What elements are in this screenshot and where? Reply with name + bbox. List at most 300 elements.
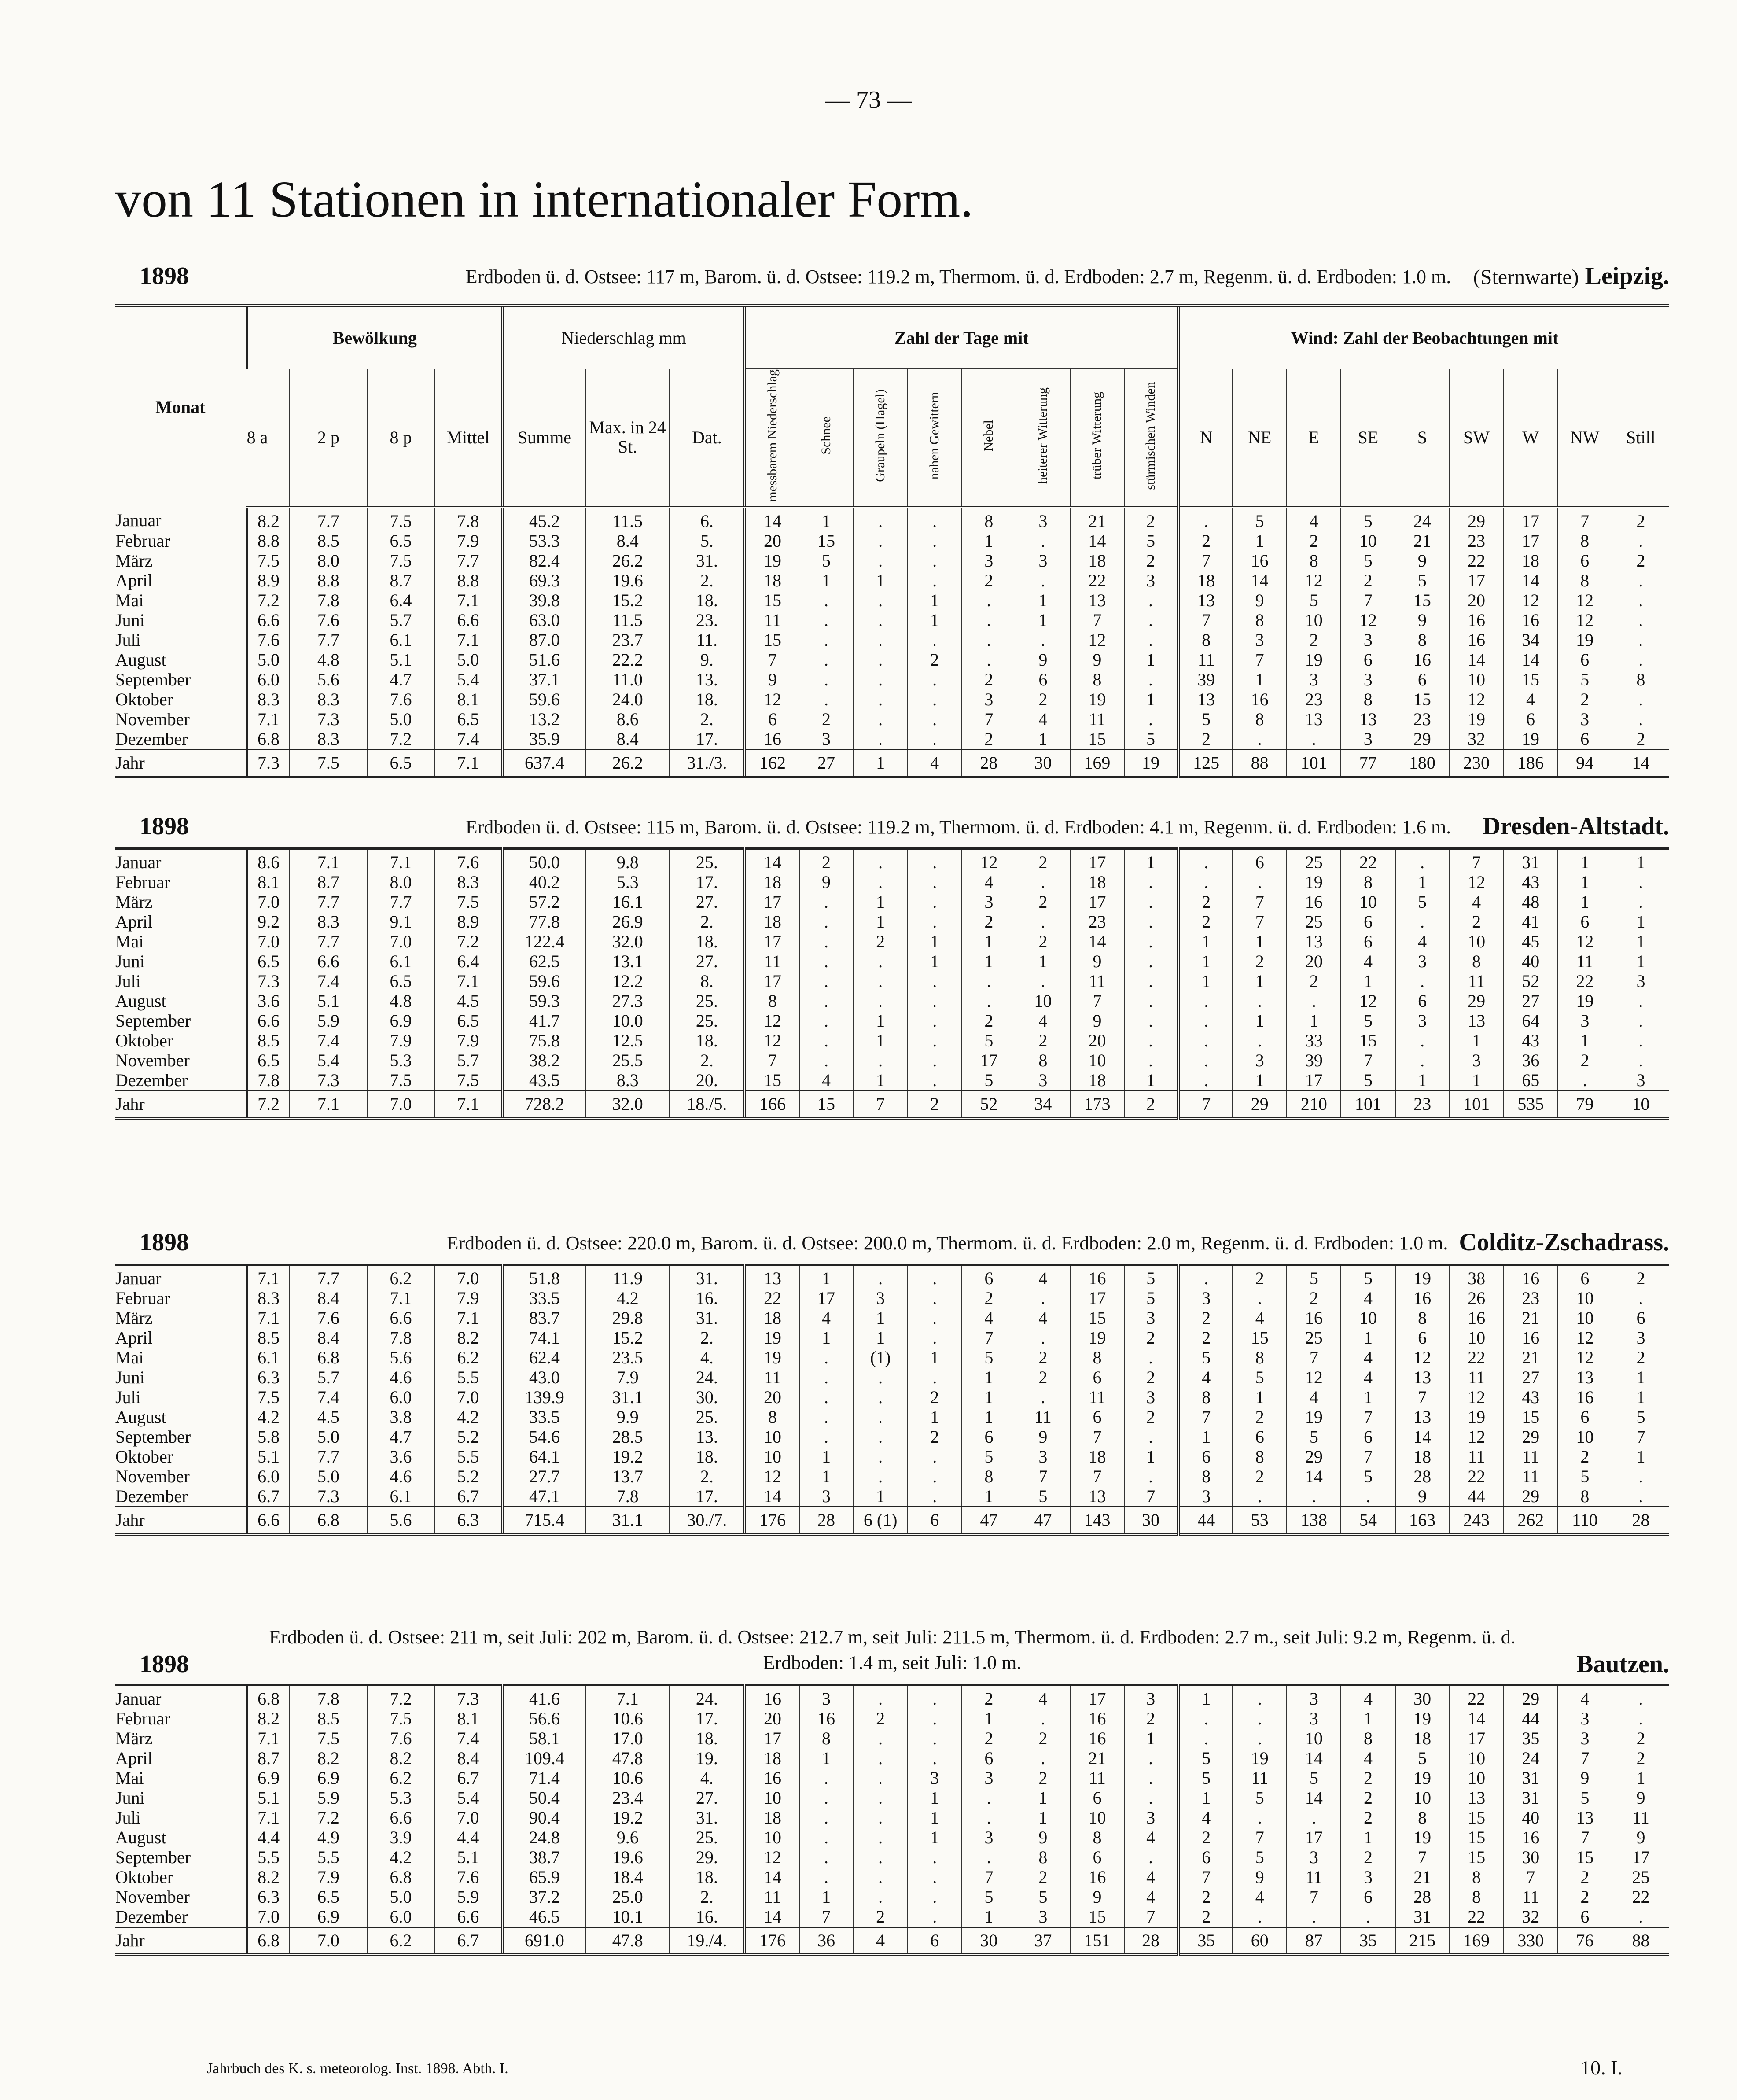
table-cell: 8.3 [585, 1070, 670, 1091]
table-row [115, 1808, 1669, 1827]
table-cell: 8 [1395, 1808, 1450, 1827]
table-cell: 1 [1124, 689, 1178, 709]
table-cell: 15.2 [585, 1328, 670, 1348]
table-cell: . [799, 1847, 854, 1867]
table-cell: 7 [1070, 1466, 1124, 1486]
table-cell: 9 [1558, 1768, 1612, 1788]
table-cell: 1 [908, 1827, 962, 1847]
table-cell: 26 [1450, 1288, 1504, 1308]
table-cell: 5.8 [247, 1427, 290, 1447]
table-cell: 9.6 [585, 1827, 670, 1847]
table-cell: 31.1 [585, 1387, 670, 1407]
station-year: 1898 [140, 1229, 189, 1256]
table-cell: 6.3 [434, 1507, 503, 1535]
table-cell: 29 [1504, 1486, 1558, 1507]
table-cell: 33.5 [503, 1407, 585, 1427]
table-cell: 3 [1178, 1486, 1233, 1507]
table-cell: 16 [745, 1685, 799, 1709]
table-cell: 6.9 [367, 1011, 434, 1031]
table-cell: 6. [670, 507, 745, 531]
table-cell: . [799, 951, 854, 971]
table-cell: 7.7 [289, 507, 367, 531]
table-row [115, 1288, 1669, 1308]
table-cell: 8.2 [247, 1709, 290, 1728]
table-cell: 1 [799, 1328, 854, 1348]
table-cell: 4 [1341, 951, 1395, 971]
table-cell: 1 [908, 1407, 962, 1427]
table-row [115, 912, 1669, 932]
table-cell: 8.4 [290, 1328, 368, 1348]
table-row [115, 1728, 1669, 1748]
table-cell: 230 [1449, 749, 1503, 777]
table-cell: 4.4 [247, 1827, 290, 1847]
table-cell: 6.2 [434, 1348, 503, 1367]
table-cell: 15 [1558, 1847, 1612, 1867]
table-cell: 8 [1395, 630, 1449, 650]
table-cell: 6.8 [290, 1348, 368, 1367]
table-cell: 47.1 [503, 1486, 585, 1507]
table-cell: . [854, 1050, 908, 1070]
table-cell: 4.6 [367, 1466, 434, 1486]
station-title: Bautzen. [1577, 1651, 1669, 1678]
table-cell: 4 [1558, 1685, 1612, 1709]
table-cell: 77 [1341, 749, 1395, 777]
table-cell: . [799, 991, 854, 1011]
table-cell: 13 [1287, 709, 1341, 729]
table-cell: 9 [745, 670, 799, 689]
table-cell: 37 [1016, 1927, 1070, 1955]
table-cell: 3 [962, 1827, 1016, 1847]
month-label: Januar [115, 1685, 247, 1709]
table-cell: . [1124, 1748, 1178, 1768]
table-cell: . [854, 1808, 908, 1827]
table-cell: 7.8 [247, 1070, 290, 1091]
table-cell: 17 [1070, 849, 1124, 873]
table-cell: 2 [1016, 1348, 1070, 1367]
table-cell: 2 [1178, 1907, 1233, 1927]
table-cell: . [854, 991, 908, 1011]
table-cell: 59.3 [503, 991, 585, 1011]
table-cell: 23.5 [585, 1348, 670, 1367]
table-cell: . [908, 630, 962, 650]
table-cell: 8 [1178, 630, 1233, 650]
table-cell: 8.7 [290, 872, 368, 892]
table-cell: 47.8 [585, 1748, 670, 1768]
table-cell: 1 [1124, 1728, 1178, 1748]
table-cell: 7.9 [434, 1031, 503, 1050]
table-row [115, 1788, 1669, 1808]
table-cell: 24 [1504, 1748, 1558, 1768]
table-cell: 1 [908, 951, 962, 971]
table-cell: . [908, 729, 962, 750]
table-cell: . [1233, 1907, 1287, 1927]
table-cell: 10 [1558, 1288, 1612, 1308]
table-cell: 12 [745, 1011, 799, 1031]
table-cell: 19 [1449, 709, 1503, 729]
table-cell: 8.4 [585, 531, 670, 551]
month-label: Mai [115, 1768, 144, 1788]
table-cell: . [1612, 709, 1669, 729]
table-cell: 7 [1341, 1447, 1395, 1466]
month-label: März [115, 1728, 153, 1748]
col-gewitter: nahen Gewittern [927, 391, 942, 479]
table-cell: 8.8 [289, 571, 367, 590]
table-cell: 3 [1287, 1847, 1341, 1867]
table-cell: . [1233, 1709, 1287, 1728]
table-row [115, 551, 1669, 571]
table-cell: 5 [1178, 709, 1233, 729]
table-cell: 1 [1558, 872, 1612, 892]
table-cell: 6 [908, 1507, 962, 1535]
table-cell: 11 [1558, 951, 1612, 971]
table-cell: 53 [1233, 1507, 1287, 1535]
table-row [115, 1748, 1669, 1768]
table-cell: . [1124, 991, 1178, 1011]
table-cell: 1 [1124, 849, 1178, 873]
station-year: 1898 [140, 1651, 189, 1678]
table-cell: 29 [1504, 1427, 1558, 1447]
table-cell: . [854, 1867, 908, 1887]
table-cell: 30 [962, 1927, 1016, 1955]
table-cell: 7.1 [290, 1091, 368, 1119]
table-cell: . [1233, 1288, 1287, 1308]
table-cell: 9 [1612, 1827, 1669, 1847]
table-row [115, 971, 1669, 991]
table-cell: 3.6 [247, 991, 290, 1011]
table-row [115, 849, 1669, 873]
table-cell: 18. [670, 590, 745, 610]
table-cell: . [1178, 872, 1233, 892]
table-cell: 18.4 [585, 1867, 670, 1887]
table-row [115, 1447, 1669, 1466]
table-cell: 3 [1341, 630, 1395, 650]
table-cell: 1 [854, 912, 908, 932]
table-cell: 5 [1233, 1367, 1287, 1387]
table-cell: 10 [1558, 1427, 1612, 1447]
table-cell: 12 [1558, 610, 1612, 630]
table-cell: 18 [1070, 551, 1124, 571]
table-cell: 23 [1395, 1091, 1450, 1119]
table-cell: 21 [1395, 1867, 1450, 1887]
table-cell: 2 [1178, 1308, 1233, 1328]
table-cell: 25. [670, 1011, 745, 1031]
table-cell: 7.3 [290, 1070, 368, 1091]
table-cell: 7 [1124, 1907, 1178, 1927]
station-location: Erdboden ü. d. Ostsee: 220.0 m, Barom. ü. d. Ostsee: 200.0 m, Thermom. ü. d. Erdboden: 2.0 m, Regenm. ü. d. Erdboden: 1.0 m. [446, 1232, 1448, 1254]
table-cell: 7.9 [585, 1367, 670, 1387]
table-cell: 5 [1233, 1788, 1287, 1808]
table-cell: 7.9 [290, 1867, 368, 1887]
page-title: von 11 Stationen in internationaler Form. [115, 170, 973, 228]
col-niederschlag: Niederschlag mm [503, 306, 745, 369]
month-label: Februar [115, 872, 170, 892]
table-cell: . [854, 1827, 908, 1847]
table-cell: 19./4. [670, 1927, 745, 1955]
table-cell: 7 [1070, 991, 1124, 1011]
table-cell: . [908, 1265, 962, 1289]
table-cell: 7.1 [247, 1728, 290, 1748]
table-cell: 11 [1612, 1808, 1669, 1827]
table-cell: 5 [1341, 1070, 1395, 1091]
table-cell: 1 [1341, 1328, 1395, 1348]
table-cell: . [799, 1348, 854, 1367]
table-cell: 3 [1124, 1685, 1178, 1709]
table-cell: 76 [1558, 1927, 1612, 1955]
table-cell: 15 [1070, 1308, 1124, 1328]
table-cell: 2 [1178, 729, 1233, 750]
table-cell: 12 [1287, 571, 1341, 590]
table-cell: . [854, 507, 908, 531]
table-cell: 8.2 [247, 1867, 290, 1887]
table-cell: . [1178, 1050, 1233, 1070]
table-cell: 1 [962, 1709, 1016, 1728]
table-row [115, 1466, 1669, 1486]
table-row [115, 1768, 1669, 1788]
table-cell: 9 [1070, 951, 1124, 971]
table-cell: . [1287, 1486, 1341, 1507]
table-cell: 2 [1016, 892, 1070, 912]
table-cell: 2 [1233, 1407, 1287, 1427]
table-cell: 17 [1450, 1728, 1504, 1748]
table-cell: 7.1 [367, 1288, 434, 1308]
table-cell: 2 [908, 1387, 962, 1407]
table-cell: . [854, 670, 908, 689]
table-cell: 51.8 [503, 1265, 585, 1289]
table-cell: 10 [745, 1427, 799, 1447]
table-cell: . [908, 1466, 962, 1486]
table-cell: 1 [1612, 912, 1669, 932]
table-cell: 27. [670, 1788, 745, 1808]
table-cell: 17 [745, 932, 799, 951]
table-row [115, 1308, 1669, 1328]
table-cell: 8.1 [434, 1709, 503, 1728]
table-cell: . [1395, 1031, 1450, 1050]
table-cell: 30 [1016, 749, 1070, 777]
table-cell: 5 [1558, 1788, 1612, 1808]
table-cell: 2 [962, 1685, 1016, 1709]
table-cell: . [799, 971, 854, 991]
table-cell: 5 [962, 1447, 1016, 1466]
table-cell: 5.9 [290, 1011, 368, 1031]
table-cell: 7 [1287, 1887, 1341, 1907]
table-cell: 1 [1612, 1387, 1669, 1407]
table-cell: 1 [1558, 849, 1612, 873]
table-cell: 14 [1450, 1709, 1504, 1728]
table-cell: 2 [1612, 551, 1669, 571]
table-cell: . [908, 507, 962, 531]
col-messbar: messbarem Niederschlag [765, 369, 780, 502]
station-name [1577, 1650, 1669, 1678]
table-cell: 12 [1558, 932, 1612, 951]
table-cell: 36 [1504, 1050, 1558, 1070]
table-cell: . [1016, 531, 1070, 551]
table-cell: 22 [1341, 849, 1395, 873]
table-cell: 31 [1504, 1788, 1558, 1808]
table-cell: 8 [745, 1407, 799, 1427]
table-cell: 43.0 [503, 1367, 585, 1387]
table-cell: 10 [1395, 1788, 1450, 1808]
table-cell: 8 [1233, 1348, 1287, 1367]
table-cell: . [1124, 590, 1178, 610]
table-cell: 5.6 [289, 670, 367, 689]
climate-table-bautzen [115, 1684, 1669, 1956]
table-cell: 16 [1070, 1728, 1124, 1748]
table-cell: 8 [1612, 670, 1669, 689]
table-row [115, 991, 1669, 1011]
table-cell: . [854, 729, 908, 750]
table-cell: 24 [1395, 507, 1449, 531]
table-cell: 39 [1287, 1050, 1341, 1070]
table-cell: 3 [799, 1486, 854, 1507]
table-cell: 11.9 [585, 1265, 670, 1289]
table-cell: 8 [1233, 1447, 1287, 1466]
table-cell: 2 [799, 709, 853, 729]
table-row [115, 531, 1669, 551]
month-label: Oktober [115, 689, 173, 709]
table-cell: . [1233, 1808, 1287, 1827]
table-cell: 6 [1558, 912, 1612, 932]
table-cell: 31. [670, 551, 745, 571]
table-cell: 4.9 [290, 1827, 368, 1847]
table-cell: 6.6 [434, 610, 503, 630]
table-cell: 18 [745, 1748, 799, 1768]
station-name [1459, 1228, 1669, 1256]
table-cell: . [799, 1788, 854, 1808]
table-cell: 18 [1178, 571, 1233, 590]
table-cell: 31 [1504, 1768, 1558, 1788]
table-cell: . [1233, 991, 1287, 1011]
table-cell: 30 [1395, 1685, 1450, 1709]
table-cell: . [1178, 849, 1233, 873]
table-body [115, 849, 1669, 1119]
table-cell: 5 [1016, 1486, 1070, 1507]
table-cell: 6.3 [247, 1887, 290, 1907]
table-cell: 1 [1178, 1427, 1233, 1447]
table-cell: 12 [1341, 610, 1395, 630]
table-cell: . [1178, 1265, 1233, 1289]
table-cell: . [1612, 630, 1669, 650]
table-cell: 2 [1016, 849, 1070, 873]
table-cell: . [1612, 590, 1669, 610]
table-cell: 2 [1558, 1867, 1612, 1887]
table-cell: 35 [1178, 1927, 1233, 1955]
table-cell: 6 [1233, 1427, 1287, 1447]
table-cell: 10 [1070, 1808, 1124, 1827]
table-cell: 1 [854, 1328, 908, 1348]
table-cell: 2 [1558, 1050, 1612, 1070]
table-cell: 11 [745, 610, 799, 630]
table-cell: . [799, 1867, 854, 1887]
month-label: April [115, 912, 153, 932]
table-cell: 6.1 [367, 1486, 434, 1507]
table-cell: 7 [1233, 892, 1287, 912]
table-cell: 6.0 [367, 1907, 434, 1927]
table-cell: 16 [745, 729, 799, 750]
table-cell: 3 [1124, 1308, 1178, 1328]
table-cell: 8.1 [434, 689, 503, 709]
table-cell: . [908, 551, 962, 571]
table-cell: . [1178, 1709, 1233, 1728]
table-cell: 31. [670, 1808, 745, 1827]
table-cell: . [854, 1447, 908, 1466]
table-cell: . [962, 1847, 1016, 1867]
month-label: November [115, 709, 190, 729]
table-cell: 39.8 [503, 590, 585, 610]
table-cell: 17 [745, 892, 799, 912]
table-cell: 169 [1070, 749, 1124, 777]
table-cell: 6.9 [290, 1768, 368, 1788]
table-cell: 25.5 [585, 1050, 670, 1070]
table-cell: 3 [1612, 1328, 1669, 1348]
table-cell: 1 [1233, 670, 1287, 689]
col-monat: Monat [115, 306, 247, 507]
table-cell: 22 [1450, 1466, 1504, 1486]
table-cell: 110 [1558, 1507, 1612, 1535]
table-cell: 1 [962, 1367, 1016, 1387]
table-cell: . [1612, 1288, 1669, 1308]
table-cell: 16. [670, 1907, 745, 1927]
table-cell: . [1124, 932, 1178, 951]
table-cell: 1 [962, 951, 1016, 971]
table-cell: 4 [1016, 1011, 1070, 1031]
table-cell: . [908, 1685, 962, 1709]
table-cell: 1 [1233, 531, 1287, 551]
climate-table-leipzig [115, 304, 1669, 778]
table-cell: 6.2 [367, 1768, 434, 1788]
table-cell: 8.2 [290, 1748, 368, 1768]
table-cell: 16 [1233, 689, 1287, 709]
table-cell: 12 [1070, 630, 1124, 650]
table-cell: 1 [1016, 1788, 1070, 1808]
table-cell: 21 [1395, 531, 1449, 551]
table-cell: 79 [1558, 1091, 1612, 1119]
table-cell: . [799, 1808, 854, 1827]
month-label: Jahr [115, 1091, 247, 1119]
table-cell: 12 [1450, 1427, 1504, 1447]
table-cell: . [799, 590, 853, 610]
table-cell: . [854, 971, 908, 991]
table-cell: 7.8 [434, 507, 503, 531]
table-cell: 4.2 [434, 1407, 503, 1427]
table-cell: 162 [745, 749, 799, 777]
table-cell: 4 [1016, 1308, 1070, 1328]
month-label: Jahr [115, 1507, 247, 1535]
table-cell: 7.6 [367, 1728, 434, 1748]
table-cell: 24.0 [585, 689, 670, 709]
table-cell: 215 [1395, 1927, 1450, 1955]
table-cell: 23. [670, 610, 745, 630]
table-row [115, 1887, 1669, 1907]
table-cell: 7.1 [247, 1265, 290, 1289]
month-label: Februar [115, 1288, 170, 1308]
table-cell: 18 [1504, 551, 1558, 571]
table-cell: 7.5 [247, 551, 290, 571]
table-cell: 41.7 [503, 1011, 585, 1031]
table-cell: . [962, 610, 1016, 630]
table-cell: 7.7 [367, 892, 434, 912]
table-cell: 12.2 [585, 971, 670, 991]
table-cell: 83.7 [503, 1308, 585, 1328]
table-cell: 8 [1558, 571, 1612, 590]
table-cell: 10 [1450, 932, 1504, 951]
table-cell: 3 [799, 729, 853, 750]
table-cell: 8 [1178, 1387, 1233, 1407]
table-cell: 6 [1558, 650, 1612, 670]
col-wind: Wind: Zahl der Beobachtungen mit [1178, 306, 1669, 369]
table-cell: . [962, 971, 1016, 991]
table-cell: 1 [1612, 1447, 1669, 1466]
table-cell: 5 [1233, 507, 1287, 531]
